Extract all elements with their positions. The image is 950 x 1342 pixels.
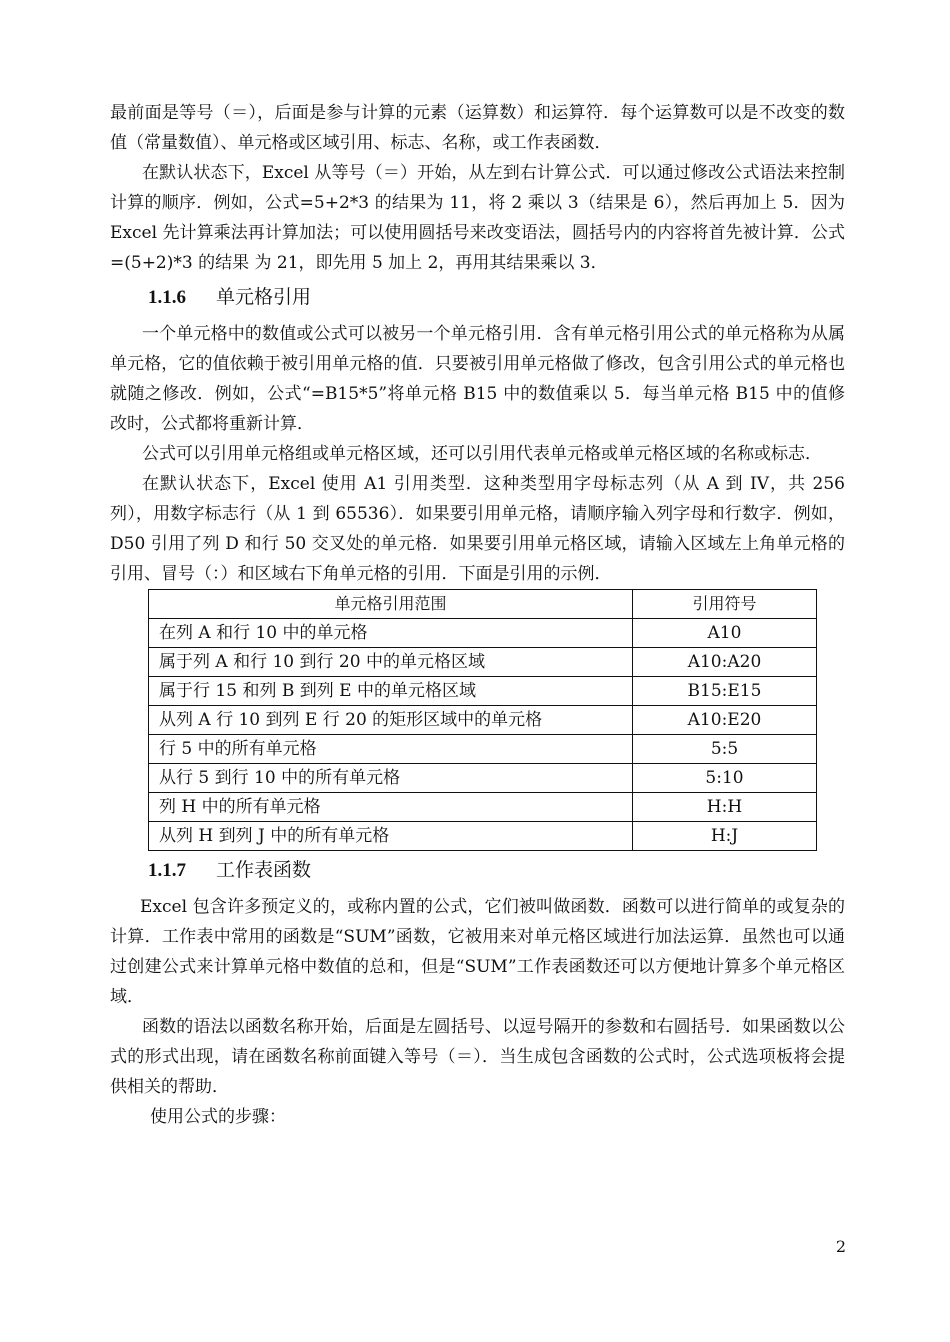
table-row: [149, 793, 817, 822]
section-number: 1.1.7: [148, 860, 186, 881]
paragraph-function-syntax: 函数的语法以函数名称开始，后面是左圆括号、以逗号隔开的参数和右圆括号．如果函数以公式的形式出现，请在函数名称前面键入等号（＝）．当生成包含函数的公式时，公式选项板将会提供相关的帮助．: [110, 1017, 845, 1097]
cell-range: 属于列 A 和行 10 到行 20 中的单元格区域: [149, 648, 633, 677]
table-row: [149, 677, 817, 706]
cell-range: 列 H 中的所有单元格: [149, 793, 633, 822]
cell-symbol: A10: [633, 619, 817, 648]
table-header-row: [149, 590, 817, 619]
section-title: 单元格引用: [216, 286, 312, 308]
cell-symbol: 5:10: [633, 764, 817, 793]
paragraph-functions: Excel 包含许多预定义的，或称内置的公式，它们被叫做函数．函数可以进行简单的或复杂的计算．工作表中常用的函数是“SUM”函数，它被用来对单元格区域进行加法运算．虽然也可以通过创建公式来计算单元格中数值的总和，但是“SUM”工作表函数还可以方便地计算多个单元格区域．: [110, 897, 845, 1007]
paragraph-reference-groups: 公式可以引用单元格组或单元格区域，还可以引用代表单元格或单元格区域的名称或标志．: [142, 444, 822, 464]
cell-range: 行 5 中的所有单元格: [149, 735, 633, 764]
paragraph-cell-reference: 一个单元格中的数值或公式可以被另一个单元格引用．含有单元格引用公式的单元格称为从属单元格，它的值依赖于被引用单元格的值．只要被引用单元格做了修改，包含引用公式的单元格也就随之修改．例如，公式“=B15*5”将单元格 B15 中的数值乘以 5．每当单元格 B15 中的值修改时，公式都将重新计算．: [110, 324, 845, 434]
paragraph-steps-intro: 使用公式的步骤：: [150, 1107, 286, 1127]
cell-symbol: A10:A20: [633, 648, 817, 677]
cell-range: 从行 5 到行 10 中的所有单元格: [149, 764, 633, 793]
paragraph-a1-style: 在默认状态下，Excel 使用 A1 引用类型．这种类型用字母标志列（从 A 到 IV，共 256 列），用数字标志行（从 1 到 65536）．如果要引用单元格，请顺序输入列字母和行数字．例如，D50 引用了列 D 和行 50 交叉处的单元格．如果要引用单元格区域，请输入区域左上角单元格的引用、冒号（：）和区域右下角单元格的引用．下面是引用的示例．: [110, 474, 845, 584]
cell-symbol: A10:E20: [633, 706, 817, 735]
cell-symbol: B15:E15: [633, 677, 817, 706]
document-page: [110, 98, 845, 1132]
cell-range: 从列 H 到列 J 中的所有单元格: [149, 822, 633, 851]
table-row: [149, 619, 817, 648]
cell-symbol: 5:5: [633, 735, 817, 764]
paragraph-calc-order: 在默认状态下，Excel 从等号（＝）开始，从左到右计算公式．可以通过修改公式语法来控制计算的顺序．例如，公式=5+2*3 的结果为 11，将 2 乘以 3（结果是 6），然后再加上 5．因为 Excel 先计算乘法再计算加法；可以使用圆括号来改变语法，圆括号内的内容将首先被计算．公式=(5+2)*3 的结果 为 21，即先用 5 加上 2，再用其结果乘以 3．: [110, 163, 845, 273]
section-heading-1-1-7: [148, 853, 845, 888]
cell-range: 从列 A 行 10 到列 E 行 20 的矩形区域中的单元格: [149, 706, 633, 735]
table-row: [149, 706, 817, 735]
reference-examples-table: [148, 589, 817, 851]
page-number: 2: [835, 1237, 846, 1256]
table-row: [149, 735, 817, 764]
header-range: 单元格引用范围: [149, 590, 633, 619]
table-row: [149, 822, 817, 851]
cell-symbol: H:J: [633, 822, 817, 851]
header-symbol: 引用符号: [633, 590, 817, 619]
section-heading-1-1-6: [148, 280, 845, 315]
table-row: [149, 764, 817, 793]
cell-symbol: H:H: [633, 793, 817, 822]
section-title: 工作表函数: [216, 859, 312, 881]
paragraph-formula-intro: 最前面是等号（＝），后面是参与计算的元素（运算数）和运算符．每个运算数可以是不改变的数值（常量数值）、单元格或区域引用、标志、名称，或工作表函数．: [110, 103, 845, 153]
cell-range: 属于行 15 和列 B 到列 E 中的单元格区域: [149, 677, 633, 706]
table-row: [149, 648, 817, 677]
section-number: 1.1.6: [148, 287, 186, 308]
cell-range: 在列 A 和行 10 中的单元格: [149, 619, 633, 648]
